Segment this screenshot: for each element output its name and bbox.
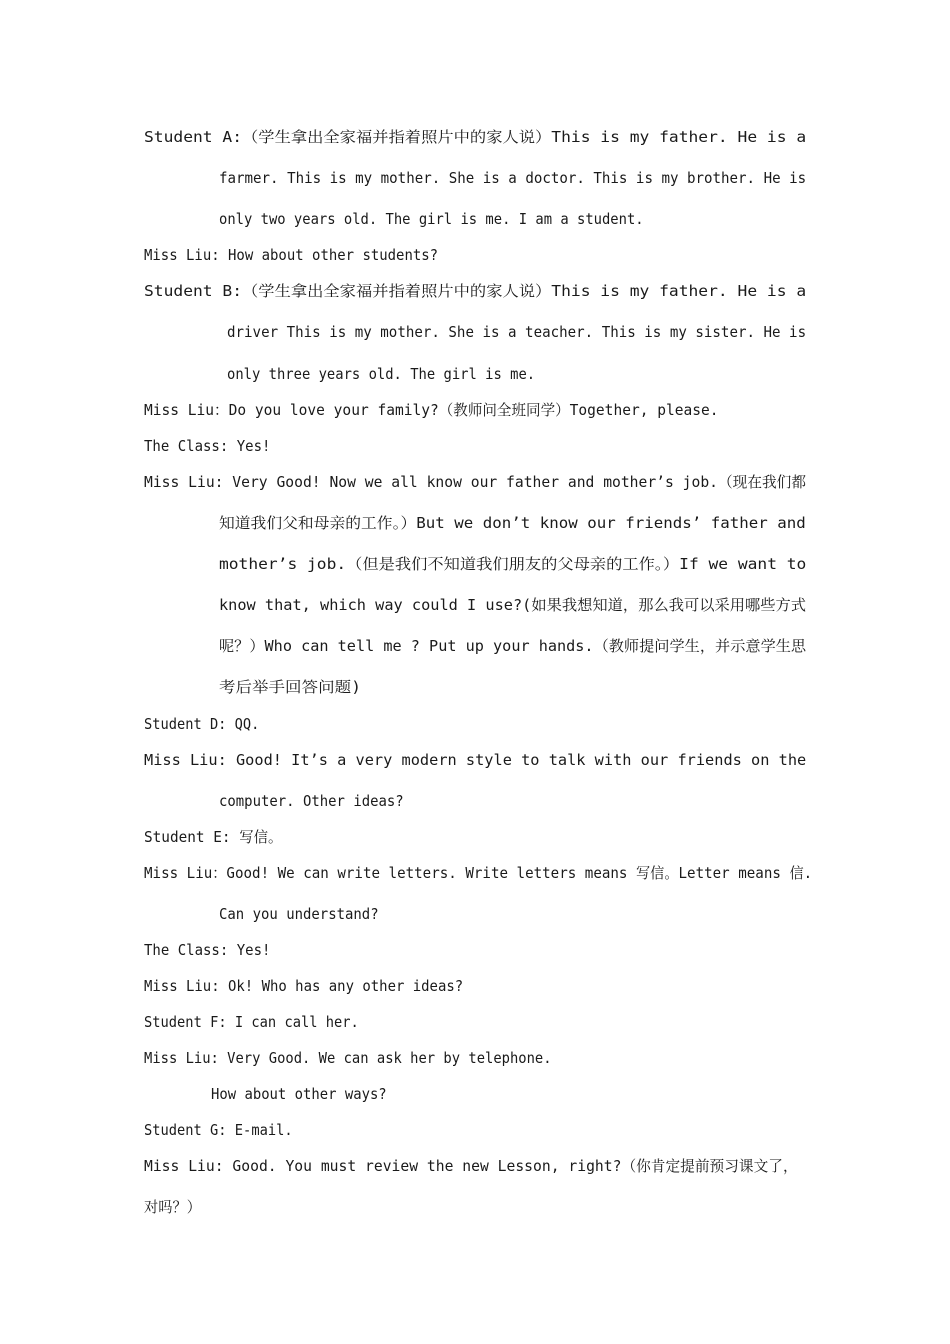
dialogue-line: mother’s job.（但是我们不知道我们朋友的父母亲的工作。）If we want to — [219, 555, 807, 573]
dialogue-line: 呢？）Who can tell me ? Put up your hands.（教师提问学生，并示意学生思 — [219, 637, 807, 655]
dialogue-line: Student B:（学生拿出全家福并指着照片中的家人说）This is my father. He is a — [144, 282, 807, 300]
dialogue-line: Student E: 写信。 — [144, 828, 283, 846]
dialogue-line: Miss Liu: Ok! Who has any other ideas? — [144, 977, 464, 995]
dialogue-line: only two years old. The girl is me. I am a student. — [219, 210, 644, 228]
dialogue-line: Miss Liu：Do you love your family?（教师问全班同学）Together, please. — [144, 401, 719, 419]
dialogue-line: Student A:（学生拿出全家福并指着照片中的家人说）This is my father. He is a — [144, 128, 807, 146]
dialogue-line: farmer. This is my mother. She is a doctor. This is my brother. He is — [219, 169, 807, 187]
dialogue-line: know that, which way could I use?(如果我想知道，那么我可以采用哪些方式 — [219, 596, 807, 614]
dialogue-line: How about other ways? — [211, 1085, 387, 1103]
dialogue-line: 考后举手回答问题) — [219, 678, 362, 696]
dialogue-line: Miss Liu: Good. You must review the new Lesson, right?（你肯定提前预习课文了， — [144, 1157, 798, 1175]
dialogue-line: 对吗？） — [144, 1198, 202, 1216]
dialogue-line: Miss Liu: How about other students? — [144, 246, 439, 264]
dialogue-line: Student F: I can call her. — [144, 1013, 359, 1031]
dialogue-line: Student D: QQ. — [144, 715, 260, 733]
dialogue-line: Student G: E-mail. — [144, 1121, 293, 1139]
dialogue-line: The Class: Yes! — [144, 941, 271, 959]
dialogue-line: Miss Liu: Very Good! Now we all know our father and mother’s job.（现在我们都 — [144, 473, 807, 491]
dialogue-line: Can you understand? — [219, 905, 379, 923]
dialogue-line: Miss Liu: Good! It’s a very modern style to talk with our friends on the — [144, 751, 807, 769]
dialogue-line: Miss Liu: Very Good. We can ask her by telephone. — [144, 1049, 552, 1067]
dialogue-line: driver This is my mother. She is a teacher. This is my sister. He is — [227, 323, 807, 341]
dialogue-line: only three years old. The girl is me. — [227, 365, 536, 383]
dialogue-line: 知道我们父和母亲的工作。）But we don’t know our friends’ father and — [219, 514, 806, 532]
dialogue-line: Miss Liu：Good! We can write letters. Write letters means 写信。Letter means 信. — [144, 864, 813, 882]
dialogue-line: computer. Other ideas? — [219, 792, 404, 810]
dialogue-line: The Class: Yes! — [144, 437, 271, 455]
